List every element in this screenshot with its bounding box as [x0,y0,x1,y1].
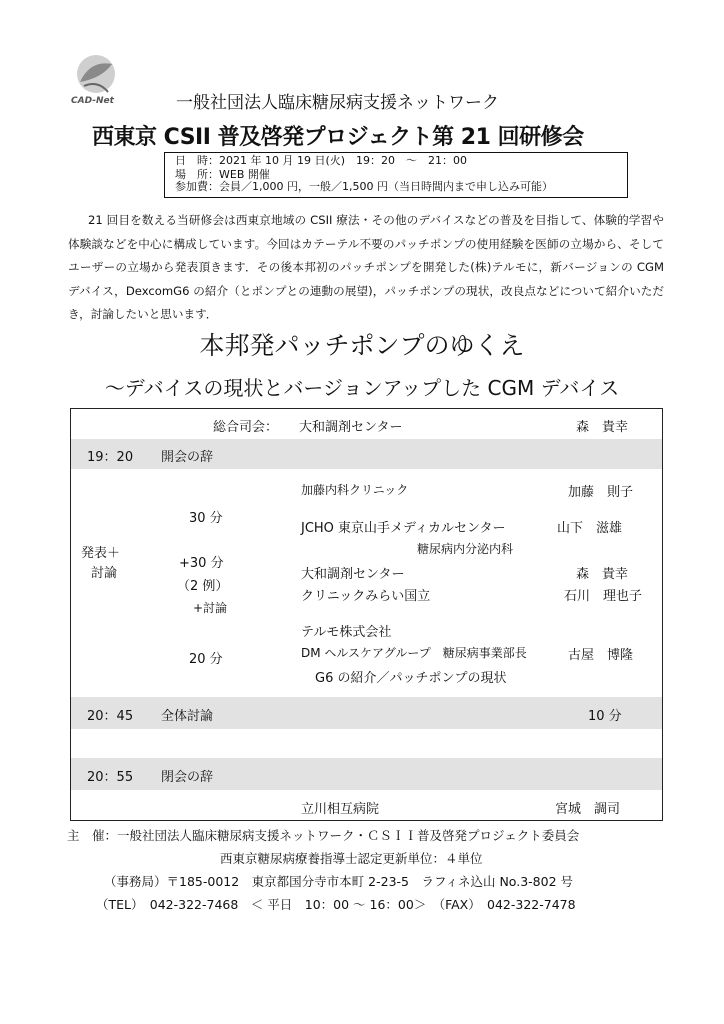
speaker-2-dept: 糖尿病内分泌内科 [417,542,514,556]
speaker-3-name: 森 貴幸 [576,567,629,582]
opening-label: 開会の辞 [161,450,214,465]
speaker-3-org: 大和調剤センター [301,567,405,582]
date-line: 日 時：2021 年 10 月 19 日(火) 19：20 ～ 21：00 [175,154,468,167]
footer-office: （事務局）〒185-0012 東京都国分寺市本町 2-23-5 ラフィネ込山 No.3-802 号 [104,874,574,889]
speaker-4-name: 石川 理也子 [564,589,643,604]
moderator-org: 大和調剤センター [299,420,403,435]
intro-paragraph: 21 回目を数える当研修会は西東京地域の CSII 療法・その他のデバイスなどの普及を目指して、体験的学習や体験談などを中心に構成しています。今回はカテーテル不要のパッチポンプの使用経験を医師の立場から、そしてユーザーの立場から発表頂きます．その後本邦初のパッチポンプを開発した(株)テルモに，新バージョンの CGM デバイス，DexcomG6 の紹介（とポンプとの連動の展望)，パッチポンプの現状，改良点などについて紹介いただき，討論したいと思います． [68,213,664,321]
duration-3: 20 分 [189,652,223,667]
program-table [70,408,663,821]
discussion-label: 全体討論 [161,709,214,724]
program-title: 本邦発パッチポンプのゆくえ [199,331,525,360]
venue-line: 場 所：WEB 開催 [175,168,270,181]
footer-contact: （TEL） 042-322-7468 ＜ 平日 10：00 ～ 16：00＞ （FAX） 042-322-7478 [96,897,576,912]
closing-org: 立川相互病院 [301,802,380,817]
discussion-duration: 10 分 [588,709,622,724]
speaker-1-org: 加藤内科クリニック [301,483,409,497]
closing-row [71,758,662,790]
section-label-presentation: 発表＋ [81,546,121,561]
speaker-5-name: 古屋 博隆 [568,648,634,663]
section-label-discussion: 討論 [91,566,118,581]
speaker-5-topic: G6 の紹介／パッチポンプの現状 [315,671,507,686]
opening-row [71,439,662,469]
closing-name: 宮城 調司 [555,802,621,817]
speaker-2-org: JCHO 東京山手メディカルセンター [301,521,506,536]
speaker-4-org: クリニックみらい国立 [301,589,431,604]
program-subtitle: ～デバイスの現状とバージョンアップした CGM デバイス [104,376,620,400]
duration-2-discussion: +討論 [193,601,228,615]
event-title: 西東京 CSII 普及啓発プロジェクト第 21 回研修会 [92,125,584,150]
discussion-time: 20：45 [87,709,134,724]
event-info-box [164,152,628,198]
organization-title: 一般社団法人臨床糖尿病支援ネットワーク [176,93,499,113]
moderator-label: 総合司会： [213,420,279,435]
speaker-5-dept: DM ヘルスケアグループ 糖尿病事業部長 [301,646,527,660]
logo-text: CAD-Net [71,96,114,106]
discussion-row [71,697,662,729]
duration-2-cases: （2 例） [177,579,229,594]
speaker-5-company: テルモ株式会社 [301,625,392,640]
speaker-2-name: 山下 滋雄 [557,521,623,536]
opening-time: 19：20 [87,450,134,465]
closing-time: 20：55 [87,770,134,785]
closing-label: 閉会の辞 [161,770,214,785]
duration-1: 30 分 [189,511,223,526]
moderator-name: 森 貴幸 [576,420,629,435]
footer-credits: 西東京糖尿病療養指導士認定更新単位：４単位 [220,851,483,866]
speaker-1-name: 加藤 則子 [568,485,634,500]
fee-line: 参加費：会員／1,000 円，一般／1,500 円（当日時間内まで申し込み可能） [175,180,553,193]
duration-2: +30 分 [179,556,224,571]
footer-sponsor: 主 催：一般社団法人臨床糖尿病支援ネットワーク・ＣＳＩＩ普及啓発プロジェクト委員会 [67,828,580,843]
